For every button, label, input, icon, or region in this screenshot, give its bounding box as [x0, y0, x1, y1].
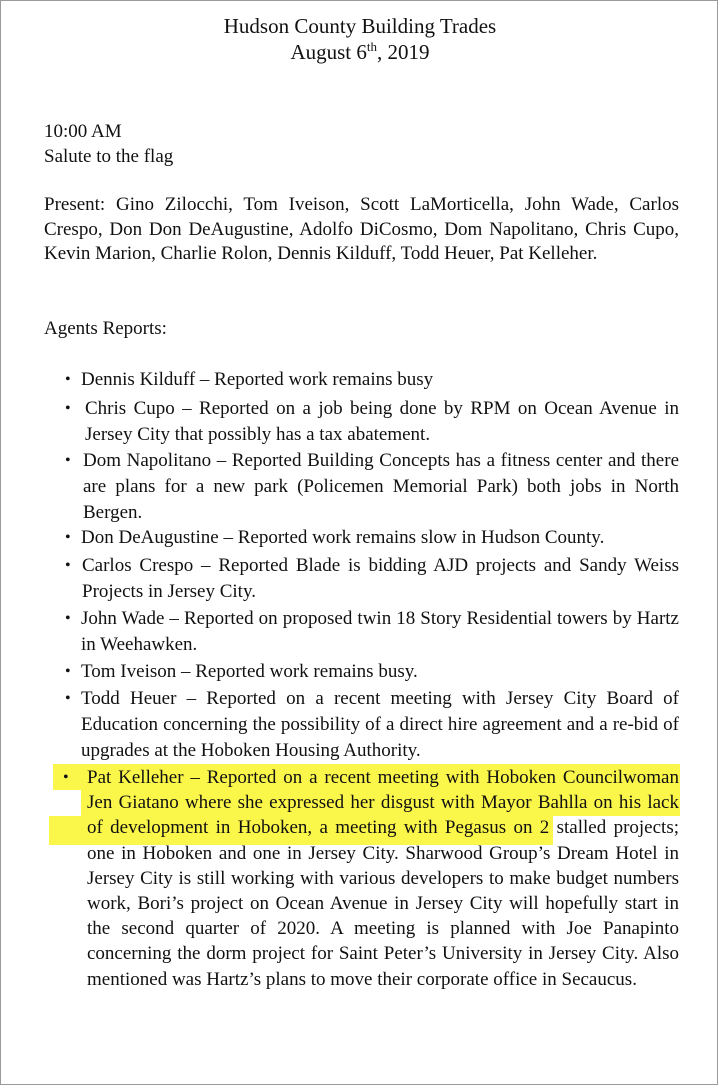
- meeting-time: 10:00 AM: [44, 121, 122, 142]
- bullet-icon: •: [65, 663, 71, 680]
- bullet-icon: •: [65, 452, 71, 469]
- bullet-icon: •: [65, 690, 71, 707]
- report-text: Todd Heuer – Reported on a recent meeting with Jersey City Board of Education concerning the possibility of a direct hire agreement and a re-bid of upgrades at the Hoboken Housing Authority.: [81, 688, 679, 761]
- report-text: Pat Kelleher – Reported on a recent meeting with Hoboken Councilwoman Jen Giatano where she expressed her disgust with Mayor Bahlla on his lack of development in Hoboken, a meeting with Pegasus on 2 stalled projects; one in Hoboken and one in Jersey City. Sharwood Group’s Dream Hotel in Jersey City is still working with various developers to make budget numbers work, Bori’s project on Ocean Avenue in Jersey City will hopefully start in the second quarter of 2020. A meeting is planned with Joe Panapinto concerning the dorm project for Saint Peter’s University in Jersey City. Also mentioned was Hartz’s plans to move their corporate office in Secaucus.: [87, 767, 679, 990]
- date-ordinal-suffix: th: [366, 39, 378, 54]
- report-text: Don DeAugustine – Reported work remains slow in Hudson County.: [81, 527, 605, 548]
- document-title: Hudson County Building Trades: [223, 14, 497, 38]
- report-text: John Wade – Reported on proposed twin 18 Story Residential towers by Hartz in Weehawken.: [81, 608, 679, 655]
- bullet-icon: •: [65, 400, 71, 417]
- date-year: , 2019: [377, 40, 430, 64]
- bullet-icon: •: [65, 371, 71, 388]
- report-text: Dom Napolitano – Reported Building Concepts has a fitness center and there are plans for a new park (Policemen Memorial Park) both jobs in North Bergen.: [83, 450, 679, 523]
- report-text: Tom Iveison – Reported work remains busy.: [81, 661, 418, 682]
- report-text: Carlos Crespo – Reported Blade is bidding AJD projects and Sandy Weiss Projects in Jersey City.: [82, 555, 679, 602]
- opening-note: Salute to the flag: [44, 146, 174, 167]
- attendees-paragraph: Present: Gino Zilocchi, Tom Iveison, Scott LaMorticella, John Wade, Carlos Crespo, Don Don DeAugustine, Adolfo DiCosmo, Dom Napolitano, Chris Cupo, Kevin Marion, Charlie Rolon, Dennis Kilduff, Todd Heuer, Pat Kelleher.: [44, 194, 679, 264]
- bullet-icon: •: [63, 769, 69, 786]
- bullet-icon: •: [65, 529, 71, 546]
- date-day: August 6: [290, 40, 367, 64]
- bullet-icon: •: [65, 557, 71, 574]
- bullet-icon: •: [65, 610, 71, 627]
- report-text: Dennis Kilduff – Reported work remains busy: [81, 369, 434, 390]
- meeting-date: [1, 39, 719, 65]
- report-text: Chris Cupo – Reported on a job being done by RPM on Ocean Avenue in Jersey City that possibly has a tax abatement.: [85, 398, 679, 445]
- agents-reports-heading: Agents Reports:: [44, 318, 167, 339]
